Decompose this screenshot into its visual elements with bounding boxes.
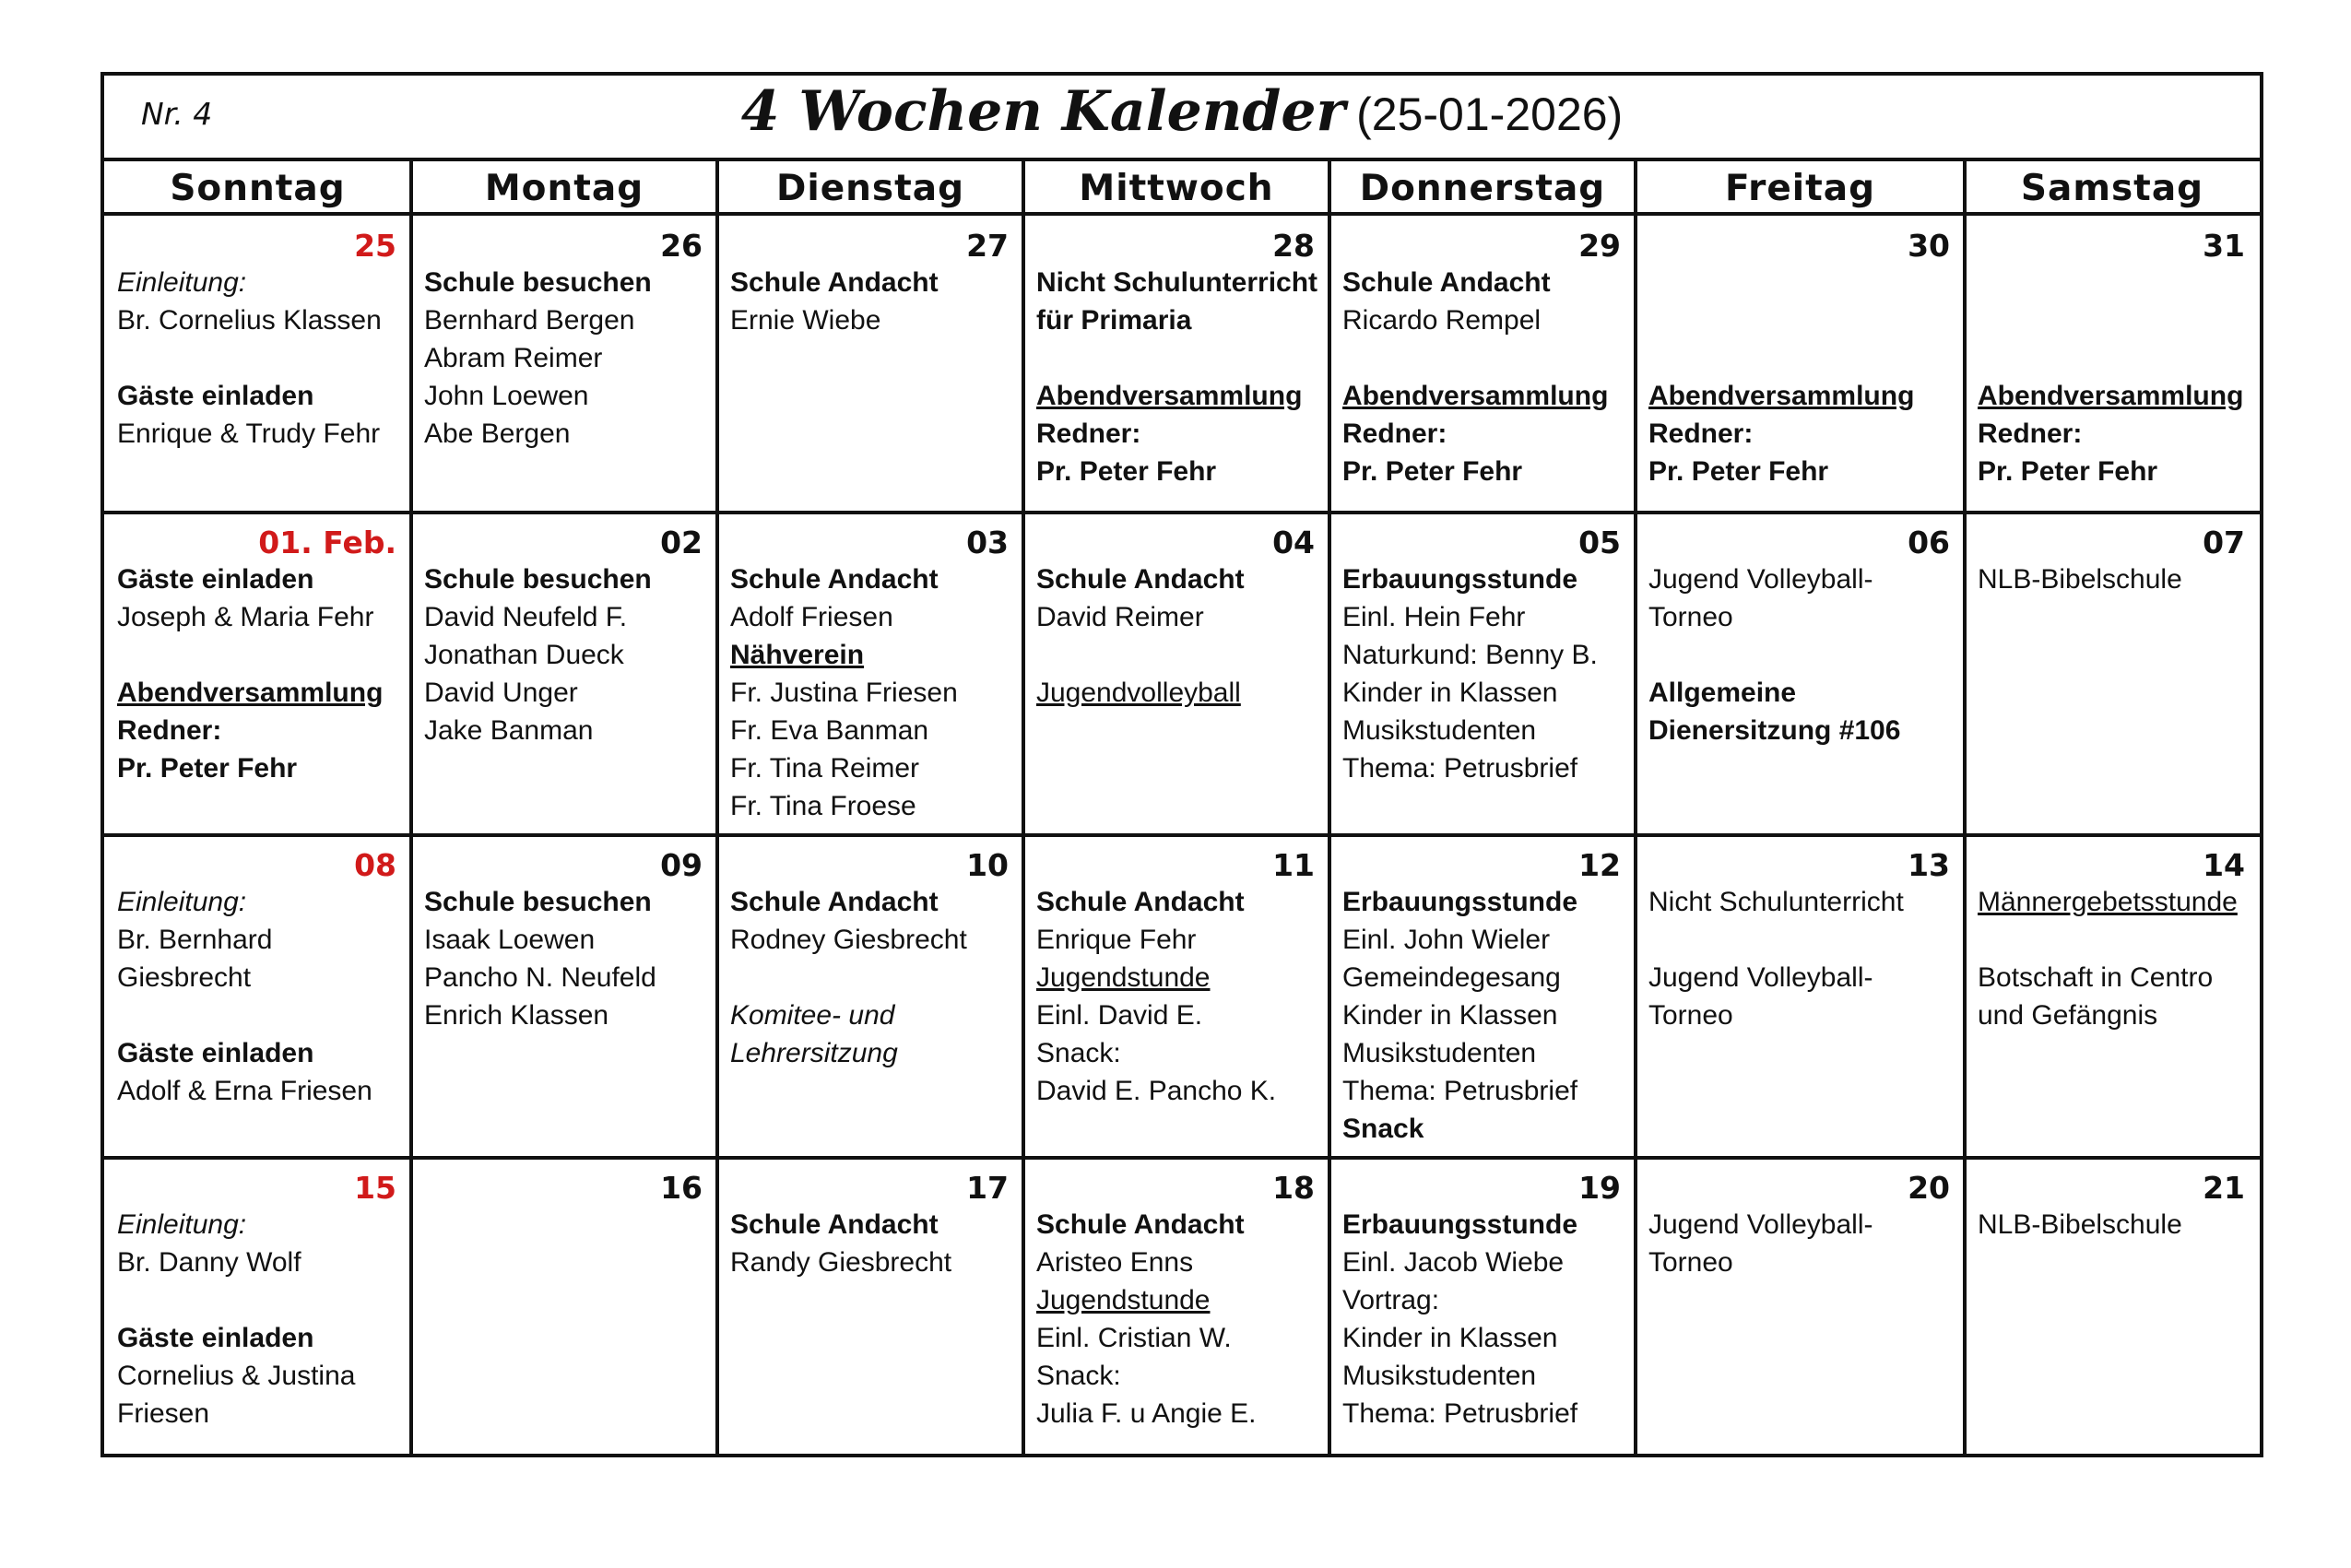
event-line: Gäste einladen: [117, 381, 314, 411]
event-line: Jugend Volleyball-: [1648, 1209, 1873, 1240]
event-line: David Reimer: [1036, 602, 1204, 632]
column-divider: [1963, 161, 1967, 1454]
event-line: Torneo: [1648, 1247, 1733, 1278]
event-line: Redner:: [117, 715, 222, 746]
event-line: Randy Giesbrecht: [730, 1247, 952, 1278]
spacer: [1978, 301, 2245, 339]
day-cell: [1637, 837, 1963, 1156]
day-number: 10: [966, 847, 1009, 883]
spacer: [1648, 301, 1950, 339]
spacer: [117, 1281, 396, 1319]
day-number: 04: [1272, 525, 1315, 560]
column-divider: [1022, 161, 1025, 1454]
day-number: 09: [660, 847, 703, 883]
event-line: Jake Banman: [424, 715, 594, 746]
calendar-title: 4 Wochen Kalender: [740, 79, 1346, 144]
event-line: Jugendstunde: [1036, 962, 1211, 993]
event-line: Cornelius & Justina: [117, 1361, 356, 1391]
event-line: Einl. Jacob Wiebe: [1342, 1247, 1565, 1278]
event-line: Julia F. u Angie E.: [1036, 1398, 1257, 1429]
event-line: Einleitung:: [117, 887, 247, 917]
weekday-header-montag: Montag: [484, 168, 644, 209]
event-line: Schule besuchen: [424, 564, 652, 595]
event-line: Thema: Petrusbrief: [1342, 1076, 1578, 1106]
event-line: Einl. David E.: [1036, 1000, 1203, 1031]
event-line: Jugend Volleyball-: [1648, 962, 1873, 993]
event-line: Schule Andacht: [730, 267, 939, 298]
day-number: 15: [354, 1170, 396, 1206]
event-line: Joseph & Maria Fehr: [117, 602, 374, 632]
day-cell: [1637, 1160, 1963, 1452]
day-number: 19: [1578, 1170, 1621, 1206]
event-line: Abendversammlung: [1648, 381, 1915, 411]
event-line: Abendversammlung: [117, 678, 384, 708]
day-number: 13: [1908, 847, 1950, 883]
event-line: Gäste einladen: [117, 1323, 314, 1353]
day-cell: [1025, 514, 1328, 833]
event-line: Schule Andacht: [1036, 1209, 1245, 1240]
day-cell: [1025, 218, 1328, 511]
event-line: Friesen: [117, 1398, 210, 1429]
event-line: Redner:: [1978, 419, 2083, 449]
day-number: 26: [660, 228, 703, 264]
event-line: Einleitung:: [117, 1209, 247, 1240]
day-cell: [1637, 514, 1963, 833]
weekday-header-freitag: Freitag: [1724, 168, 1876, 209]
day-number: 27: [966, 228, 1009, 264]
event-line: Rodney Giesbrecht: [730, 925, 967, 955]
day-cell: [413, 837, 715, 1156]
event-line: Gäste einladen: [117, 564, 314, 595]
event-line: Fr. Tina Froese: [730, 791, 916, 821]
event-line: Redner:: [1342, 419, 1447, 449]
day-number: 28: [1272, 228, 1315, 264]
event-line: Thema: Petrusbrief: [1342, 1398, 1578, 1429]
event-line: Botschaft in Centro: [1978, 962, 2214, 993]
column-divider: [715, 161, 719, 1454]
event-line: Abendversammlung: [1978, 381, 2244, 411]
day-number: 29: [1578, 228, 1621, 264]
event-line: NLB-Bibelschule: [1978, 564, 2182, 595]
title-row: [104, 76, 2260, 161]
event-line: Einl. Cristian W.: [1036, 1323, 1232, 1353]
event-line: Torneo: [1648, 1000, 1733, 1031]
row-divider: [104, 833, 2260, 837]
event-line: Nicht Schulunterricht: [1036, 267, 1318, 298]
event-line: Adolf Friesen: [730, 602, 893, 632]
spacer: [117, 996, 396, 1034]
event-line: Schule Andacht: [1036, 564, 1245, 595]
day-number: 17: [966, 1170, 1009, 1206]
calendar-table: [100, 72, 2263, 1457]
day-number: 05: [1578, 525, 1621, 560]
event-line: David E. Pancho K.: [1036, 1076, 1277, 1106]
event-line: Männergebetsstunde: [1978, 887, 2238, 917]
page-title: [104, 79, 2260, 144]
event-line: Schule Andacht: [730, 887, 939, 917]
day-number: 02: [660, 525, 703, 560]
day-cell: [1967, 514, 2258, 833]
event-line: Gäste einladen: [117, 1038, 314, 1068]
event-line: Abram Reimer: [424, 343, 603, 373]
event-line: Redner:: [1648, 419, 1754, 449]
spacer: [117, 636, 396, 674]
event-line: Jugendvolleyball: [1036, 678, 1241, 708]
day-number: 18: [1272, 1170, 1315, 1206]
weekday-header-donnerstag: Donnerstag: [1359, 168, 1606, 209]
column-divider: [409, 161, 413, 1454]
day-cell: [1967, 837, 2258, 1156]
spacer: [1036, 636, 1315, 674]
calendar-date: (25-01-2026): [1356, 88, 1624, 140]
row-divider: [104, 1156, 2260, 1160]
day-cell: [106, 1160, 409, 1452]
event-line: Snack:: [1036, 1038, 1121, 1068]
event-line: Adolf & Erna Friesen: [117, 1076, 372, 1106]
event-line: Allgemeine: [1648, 678, 1797, 708]
day-cell: [1331, 514, 1634, 833]
day-number: 12: [1578, 847, 1621, 883]
spacer: [1648, 264, 1950, 301]
day-number: 31: [2203, 228, 2245, 264]
event-line: Musikstudenten: [1342, 1038, 1537, 1068]
event-line: Torneo: [1648, 602, 1733, 632]
spacer: [117, 339, 396, 377]
weekday-header-row: [104, 161, 2260, 216]
day-number: 11: [1272, 847, 1315, 883]
spacer: [1648, 339, 1950, 377]
event-line: Snack:: [1036, 1361, 1121, 1391]
event-line: Pr. Peter Fehr: [1342, 456, 1523, 487]
event-line: Snack: [1342, 1114, 1424, 1144]
event-line: Kinder in Klassen: [1342, 678, 1558, 708]
day-cell: [1025, 837, 1328, 1156]
day-cell: [719, 1160, 1022, 1452]
day-number: 07: [2203, 525, 2245, 560]
day-cell: [1637, 218, 1963, 511]
event-line: Abendversammlung: [1036, 381, 1303, 411]
event-line: Pr. Peter Fehr: [1978, 456, 2158, 487]
event-line: Schule besuchen: [424, 267, 652, 298]
event-line: NLB-Bibelschule: [1978, 1209, 2182, 1240]
day-number: 14: [2203, 847, 2245, 883]
event-line: Bernhard Bergen: [424, 305, 635, 336]
event-line: Schule besuchen: [424, 887, 652, 917]
event-line: Ricardo Rempel: [1342, 305, 1542, 336]
day-cell: [413, 1160, 715, 1452]
event-line: Br. Bernhard: [117, 925, 273, 955]
event-line: Br. Danny Wolf: [117, 1247, 301, 1278]
spacer: [1036, 339, 1315, 377]
spacer: [1978, 921, 2245, 959]
event-line: Pr. Peter Fehr: [1648, 456, 1829, 487]
calendar-number: Nr. 4: [141, 96, 213, 132]
weekday-header-mittwoch: Mittwoch: [1079, 168, 1274, 209]
event-line: Einl. Hein Fehr: [1342, 602, 1526, 632]
event-line: Gemeindegesang: [1342, 962, 1561, 993]
event-line: Erbauungsstunde: [1342, 887, 1578, 917]
event-line: Giesbrecht: [117, 962, 252, 993]
event-line: Jonathan Dueck: [424, 640, 624, 670]
spacer: [1978, 339, 2245, 377]
event-line: Lehrersitzung: [730, 1038, 898, 1068]
day-number: 08: [354, 847, 396, 883]
day-number: 01. Feb.: [258, 525, 396, 560]
day-cell: [1331, 1160, 1634, 1452]
event-line: Thema: Petrusbrief: [1342, 753, 1578, 784]
event-line: Kinder in Klassen: [1342, 1000, 1558, 1031]
day-cell: [106, 514, 409, 833]
spacer: [730, 959, 1009, 996]
event-line: Nicht Schulunterricht: [1648, 887, 1904, 917]
event-line: Einl. John Wieler: [1342, 925, 1551, 955]
day-number: 20: [1908, 1170, 1950, 1206]
event-line: Schule Andacht: [1036, 887, 1245, 917]
column-divider: [1634, 161, 1637, 1454]
day-cell: [719, 514, 1022, 833]
event-line: Pancho N. Neufeld: [424, 962, 656, 993]
day-cell: [719, 837, 1022, 1156]
event-line: Pr. Peter Fehr: [117, 753, 298, 784]
event-line: und Gefängnis: [1978, 1000, 2158, 1031]
event-line: Schule Andacht: [730, 1209, 939, 1240]
event-line: Schule Andacht: [730, 564, 939, 595]
day-number: 25: [354, 228, 396, 264]
event-line: Abe Bergen: [424, 419, 571, 449]
event-line: Komitee- und: [730, 1000, 895, 1031]
event-line: Erbauungsstunde: [1342, 1209, 1578, 1240]
event-line: Vortrag:: [1342, 1285, 1440, 1315]
event-line: Enrich Klassen: [424, 1000, 609, 1031]
day-cell: [106, 218, 409, 511]
weekday-header-dienstag: Dienstag: [775, 168, 965, 209]
event-line: Fr. Tina Reimer: [730, 753, 920, 784]
event-line: Naturkund: Benny B.: [1342, 640, 1598, 670]
spacer: [1978, 264, 2245, 301]
event-line: Schule Andacht: [1342, 267, 1551, 298]
day-number: 16: [660, 1170, 703, 1206]
event-line: Br. Cornelius Klassen: [117, 305, 382, 336]
event-line: Dienersitzung #106: [1648, 715, 1901, 746]
event-line: Fr. Eva Banman: [730, 715, 929, 746]
day-cell: [1331, 837, 1634, 1156]
event-line: Fr. Justina Friesen: [730, 678, 958, 708]
day-cell: [1025, 1160, 1328, 1452]
weekday-header-sonntag: Sonntag: [170, 168, 346, 209]
event-line: Musikstudenten: [1342, 1361, 1537, 1391]
event-line: Aristeo Enns: [1036, 1247, 1194, 1278]
event-line: Nähverein: [730, 640, 865, 670]
event-line: Enrique Fehr: [1036, 925, 1197, 955]
spacer: [1342, 339, 1621, 377]
spacer: [1648, 921, 1950, 959]
event-line: Pr. Peter Fehr: [1036, 456, 1217, 487]
event-line: Abendversammlung: [1342, 381, 1609, 411]
spacer: [1648, 636, 1950, 674]
event-line: Ernie Wiebe: [730, 305, 881, 336]
day-cell: [1331, 218, 1634, 511]
event-line: Jugendstunde: [1036, 1285, 1211, 1315]
event-line: Erbauungsstunde: [1342, 564, 1578, 595]
day-cell: [1967, 218, 2258, 511]
event-line: John Loewen: [424, 381, 589, 411]
weekday-header-samstag: Samstag: [2020, 168, 2204, 209]
event-line: Isaak Loewen: [424, 925, 596, 955]
day-number: 06: [1908, 525, 1950, 560]
day-number: 30: [1908, 228, 1950, 264]
event-line: für Primaria: [1036, 305, 1192, 336]
event-line: Redner:: [1036, 419, 1141, 449]
event-line: David Unger: [424, 678, 578, 708]
day-cell: [1967, 1160, 2258, 1452]
event-line: Enrique & Trudy Fehr: [117, 419, 381, 449]
event-line: Einleitung:: [117, 267, 247, 298]
day-cell: [413, 218, 715, 511]
day-cell: [719, 218, 1022, 511]
event-line: David Neufeld F.: [424, 602, 628, 632]
row-divider: [104, 511, 2260, 514]
event-line: Musikstudenten: [1342, 715, 1537, 746]
event-line: Jugend Volleyball-: [1648, 564, 1873, 595]
column-divider: [1328, 161, 1331, 1454]
day-number: 03: [966, 525, 1009, 560]
day-cell: [106, 837, 409, 1156]
day-number: 21: [2203, 1170, 2245, 1206]
day-cell: [413, 514, 715, 833]
event-line: Kinder in Klassen: [1342, 1323, 1558, 1353]
